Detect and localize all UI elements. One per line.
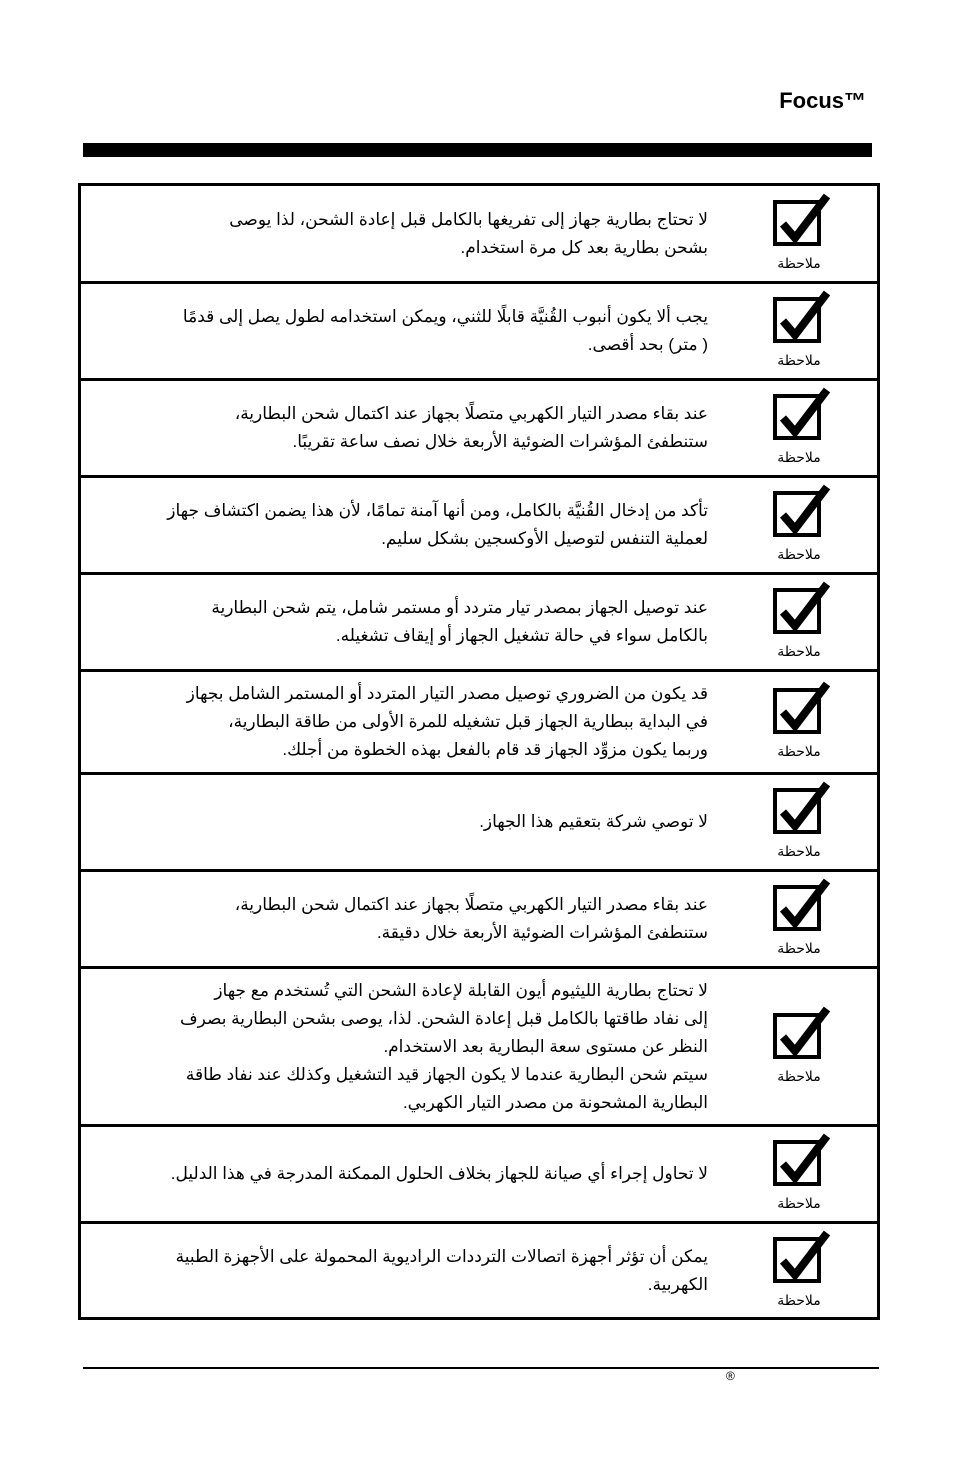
registered-mark: ®	[726, 1369, 735, 1383]
note-row	[81, 969, 877, 1127]
note-checkmark-icon: ملاحظة	[767, 388, 831, 468]
note-row	[81, 575, 877, 672]
note-text: لا تحتاج بطارية الليثيوم أيون القابلة لإعادة الشحن التي تُستخدم مع جهاز إلى نفاد طاقتها بالكامل قبل إعادة الشحن. لذا، يوصى بشحن البطارية بصرف النظر عن مستوى سعة البطارية بعد الاستخدام. سيتم شحن البطارية عندما لا يكون الجهاز قيد التشغيل وكذلك عند نفاد طاقة البطارية المشحونة من مصدر التيار الكهربي.	[179, 980, 708, 1112]
note-row	[81, 1127, 877, 1224]
note-text: عند بقاء مصدر التيار الكهربي متصلًا بجهاز عند اكتمال شحن البطارية، ستنطفئ المؤشرات الضوئية الأربعة خلال دقيقة.	[234, 895, 708, 942]
note-checkmark-icon: ملاحظة	[767, 291, 831, 371]
note-checkmark-icon: ملاحظة	[767, 1134, 831, 1214]
note-text: عند بقاء مصدر التيار الكهربي متصلًا بجهاز عند اكتمال شحن البطارية، ستنطفئ المؤشرات الضوئية الأربعة خلال نصف ساعة تقريبًا.	[234, 404, 708, 451]
note-checkmark-icon: ملاحظة	[767, 682, 831, 762]
note-checkmark-icon: ملاحظة	[767, 879, 831, 959]
note-text: قد يكون من الضروري توصيل مصدر التيار المتردد أو المستمر الشامل بجهاز في البداية ببطارية الجهاز قبل تشغيله للمرة الأولى من طاقة البطارية، وربما يكون مزوِّد الجهاز قد قام بالفعل بهذه الخطوة من أجلك.	[186, 684, 708, 759]
note-text: تأكد من إدخال القُنيَّة بالكامل، ومن أنها آمنة تمامًا، لأن هذا يضمن اكتشاف جهاز لعملية التنفس لتوصيل الأوكسجين بشكل سليم.	[167, 501, 708, 548]
note-row	[81, 284, 877, 381]
note-text: عند توصيل الجهاز بمصدر تيار متردد أو مستمر شامل، يتم شحن البطارية بالكامل سواء في حالة تشغيل الجهاز أو إيقاف تشغيله.	[211, 598, 708, 645]
note-text: لا تحاول إجراء أي صيانة للجهاز بخلاف الحلول الممكنة المدرجة في هذا الدليل.	[170, 1164, 708, 1183]
note-row	[81, 381, 877, 478]
note-text: لا تحتاج بطارية جهاز إلى تفريغها بالكامل قبل إعادة الشحن، لذا يوصى بشحن بطارية بعد كل مرة استخدام.	[229, 209, 708, 257]
note-checkmark-icon: ملاحظة	[767, 582, 831, 662]
note-checkmark-icon: ملاحظة	[767, 782, 831, 862]
header-rule	[83, 143, 872, 157]
note-checkmark-icon: ملاحظة	[767, 1231, 831, 1311]
note-text: يجب ألا يكون أنبوب القُنيَّة قابلًا للثني، ويمكن استخدامه لطول يصل إلى قدمًا ( متر) بحد أقصى.	[182, 307, 708, 354]
note-checkmark-icon: ملاحظة	[767, 485, 831, 565]
note-row	[81, 775, 877, 872]
note-checkmark-icon: ملاحظة	[767, 1007, 831, 1087]
note-checkmark-icon: ملاحظة	[767, 194, 831, 274]
footer-rule	[83, 1367, 879, 1369]
note-row	[81, 672, 877, 775]
note-row	[81, 186, 877, 284]
note-row	[81, 1224, 877, 1317]
brand-title: Focus™	[779, 88, 866, 113]
note-text: لا توصي شركة بتعقيم هذا الجهاز.	[479, 812, 708, 831]
note-text: يمكن أن تؤثر أجهزة اتصالات الترددات الراديوية المحمولة على الأجهزة الطبية الكهربية.	[175, 1246, 708, 1294]
note-row	[81, 872, 877, 969]
notes-table	[78, 183, 880, 1320]
note-row	[81, 478, 877, 575]
